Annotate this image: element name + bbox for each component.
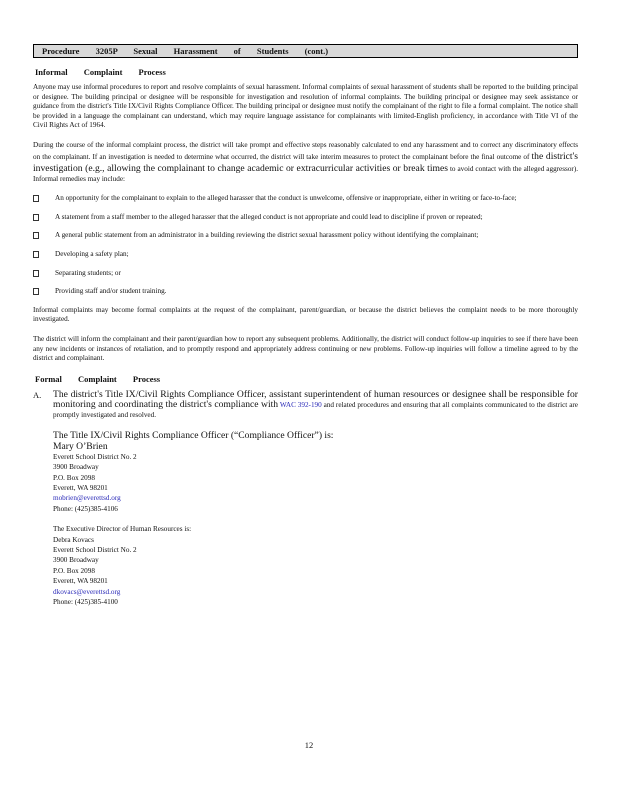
compliance-officer-heading: The Title IX/Civil Rights Compliance Officer (“Compliance Officer”) is: (53, 429, 334, 441)
director-email-link[interactable]: dkovacs@everettsd.org (53, 587, 121, 596)
bullet-box-icon (33, 195, 39, 202)
compliance-officer-email-link[interactable]: mobrien@everettsd.org (53, 494, 121, 503)
list-item: A statement from a staff member to the alleged harasser that the alleged conduct is not appropriate and could lead to discipline if proven or repeated; (33, 213, 578, 223)
compliance-officer-name: Mary O’Brien (53, 440, 108, 452)
item-letter: A. (33, 389, 42, 400)
formal-item-a: A. The district's Title IX/Civil Rights Compliance Officer, assistant superintendent of human resources or designee shall be responsible for monitoring and coordinating the district's compliance with WAC 392-190 and related procedures and ensuring that all complaints communicated to the district are promptly investigated and resolved. (33, 388, 578, 419)
list-item: Providing staff and/or student training. (33, 287, 578, 297)
informal-section-title: Informal Complaint Process (35, 67, 166, 77)
list-item: An opportunity for the complainant to explain to the alleged harasser that the conduct is unwelcome, offensive or inappropriate, either in writing or face-to-face; (33, 194, 578, 204)
compliance-officer-phone: Phone: (425)385-4106 (53, 504, 118, 513)
informal-paragraph-1: Anyone may use informal procedures to report and resolve complaints of sexual harassment. Informal complaints of sexual harassment of students shall be reported to the building principal or designee. The building principal or designee will be responsible for investigation and resolution of informal complaints. The building principal or designee may seek assistance or guidance from the district's Title IX/Civil Rights Compliance Officer. The building principal or designee must notify the complainant of the right to file a formal complaint. The notice shall be provided in a language the complainant can understand, which may require language assistance for complainants with limited-English proficiency, in accordance with Title VI of the Civil Rights Act of 1964. (33, 83, 578, 130)
list-item: Separating students; or (33, 269, 578, 279)
page-number: 12 (304, 740, 314, 750)
bullet-box-icon (33, 214, 39, 221)
informal-paragraph-4: The district will inform the complainant and their parent/guardian how to report any subsequent problems. Additionally, the district will conduct follow-up inquiries to see if there have been any new incidents or instances of retaliation, and to promptly respond and appropriately address continuing or new problems. Follow-up inquiries will follow a timeline agreed to by the district and complainant. (33, 334, 578, 363)
compliance-officer-contact: The Title IX/Civil Rights Compliance Officer (“Compliance Officer”) is: Mary O’Brien Everett School District No. 2 3900 Broadway P.O. Box 2098 Everett, WA 98201 mobrien@everettsd.org Phone: (425)385-4106 The Executive Director of Human Resources is: Debra Kovacs Everett School District No. 2 3900 Broadway P.O. Box 2098 Everett, WA 98201 dkovacs@everettsd.org Phone: (425)385-4100 (53, 430, 578, 608)
formal-section-title: Formal Complaint Process (35, 373, 161, 384)
document-page (33, 44, 578, 607)
remedies-list (33, 194, 578, 297)
director-phone: Phone: (425)385-4100 (53, 597, 118, 606)
bullet-box-icon (33, 270, 39, 277)
wac-link[interactable]: WAC 392-190 (279, 400, 322, 409)
list-item: Developing a safety plan; (33, 250, 578, 260)
informal-paragraph-2: During the course of the informal complaint process, the district will take prompt and effective steps reasonably calculated to end any harassment and to correct any discriminatory effects on the complainant. If an investigation is needed to determine what occurred, the district will take interim measures to protect the complainant before the final outcome of the district's investigation (e.g., allowing the complainant to change academic or extracurricular activities or break times to avoid contact with the alleged aggressor). Informal remedies may include: (33, 140, 579, 183)
bullet-box-icon (33, 251, 39, 258)
list-item: A general public statement from an administrator in a building reviewing the district sexual harassment policy without identifying the complainant; (33, 231, 578, 241)
director-heading: The Executive Director of Human Resources is: (53, 525, 192, 534)
page-header: Procedure 3205P Sexual Harassment of Students (cont.) (33, 44, 578, 58)
informal-paragraph-3: Informal complaints may become formal complaints at the request of the complainant, parent/guardian, or because the district believes the complaint needs to be more thoroughly investigated. (33, 305, 578, 324)
bullet-box-icon (33, 232, 39, 239)
bullet-box-icon (33, 288, 39, 295)
